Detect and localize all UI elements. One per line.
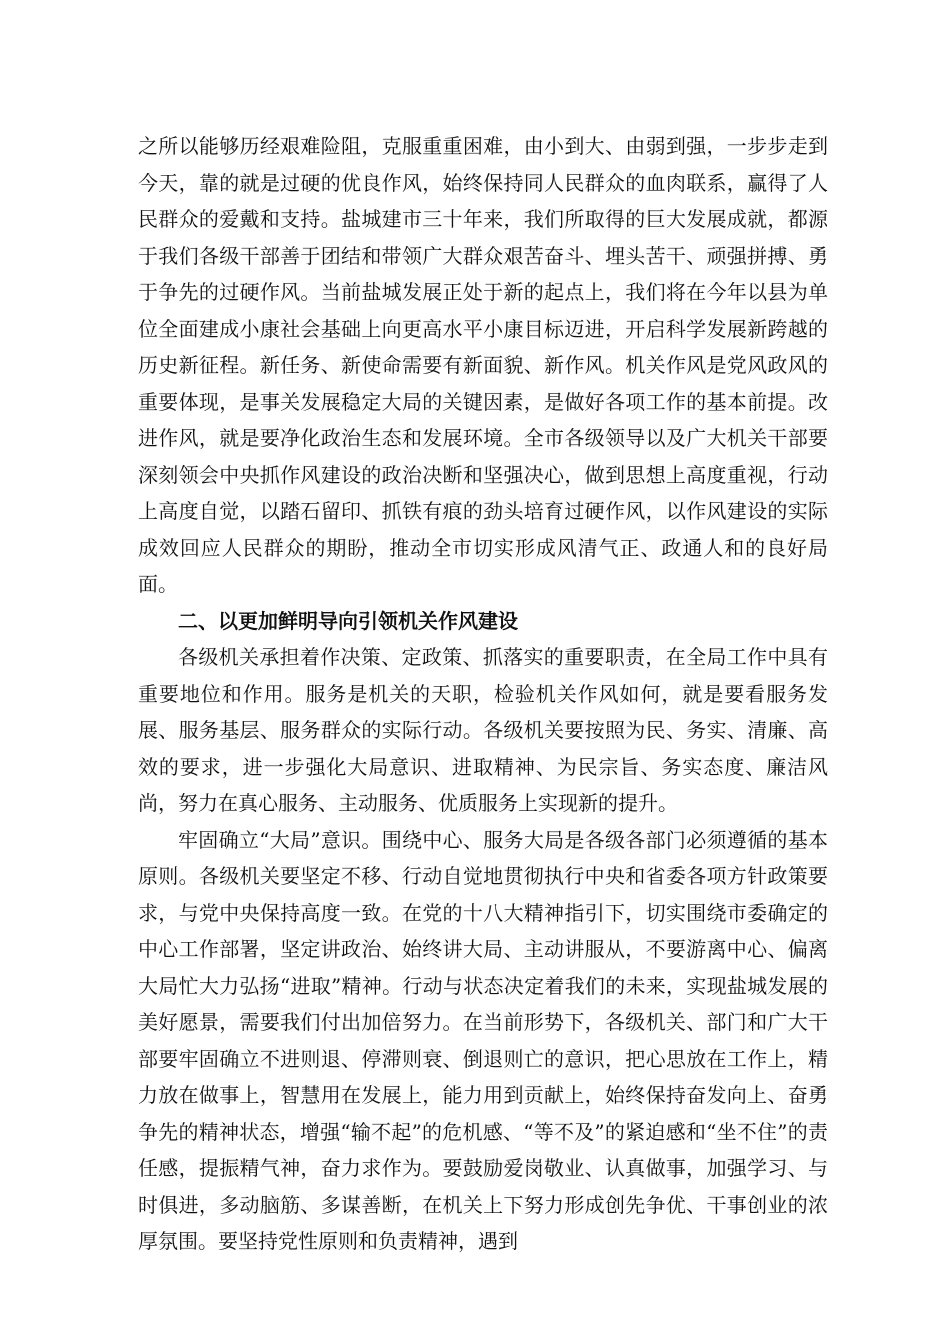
section-heading: 二、以更加鲜明导向引领机关作风建设 (178, 608, 518, 633)
body-paragraph: 各级机关承担着作决策、定政策、抓落实的重要职责，在全局工作中具有重要地位和作用。服务是机关的天职，检验机关作风如何，就是要看服务发展、服务基层、服务群众的实际行动。各级机关要按照为民、务实、清廉、高效的要求，进一步强化大局意识、进取精神、为民宗旨、务实态度、廉洁风尚，努力在真心服务、主动服务、优质服务上实现新的提升。 (138, 645, 828, 815)
body-paragraph: 牢固确立“大局”意识。围绕中心、服务大局是各级各部门必须遵循的基本原则。各级机关要坚定不移、行动自觉地贯彻执行中央和省委各项方针政策要求，与党中央保持高度一致。在党的十八大精神指引下，切实围绕市委确定的中心工作部署，坚定讲政治、始终讲大局、主动讲服从，不要游离中心、偏离大局忙大力弘扬“进取”精神。行动与状态决定着我们的未来，实现盐城发展的美好愿景，需要我们付出加倍努力。在当前形势下，各级机关、部门和广大干部要牢固确立不进则退、停滞则衰、倒退则亡的意识，把心思放在工作上，精力放在做事上，智慧用在发展上，能力用到贡献上，始终保持奋发向上、奋勇争先的精神状态，增强“输不起”的危机感、“等不及”的紧迫感和“坐不住”的责任感，提振精气神，奋力求作为。要鼓励爱岗敬业、认真做事，加强学习、与时俱进，多动脑筋、多谋善断，在机关上下努力形成创先争优、干事创业的浓厚氛围。要坚持党性原则和负责精神，遇到 (138, 827, 828, 1253)
body-paragraph-continued: 之所以能够历经艰难险阻，克服重重困难，由小到大、由弱到强，一步步走到今天，靠的就是过硬的优良作风，始终保持同人民群众的血肉联系，赢得了人民群众的爱戴和支持。盐城建市三十年来，我们所取得的巨大发展成就，都源于我们各级干部善于团结和带领广大群众艰苦奋斗、埋头苦干、顽强拼搏、勇于争先的过硬作风。当前盐城发展正处于新的起点上，我们将在今年以县为单位全面建成小康社会基础上向更高水平小康目标迈进，开启科学发展新跨越的历史新征程。新任务、新使命需要有新面貌、新作风。机关作风是党风政风的重要体现，是事关发展稳定大局的关键因素，是做好各项工作的基本前提。改进作风，就是要净化政治生态和发展环境。全市各级领导以及广大机关干部要深刻领会中央抓作风建设的政治决断和坚强决心，做到思想上高度重视，行动上高度自觉，以踏石留印、抓铁有痕的劲头培育过硬作风，以作风建设的实际成效回应人民群众的期盼，推动全市切实形成风清气正、政通人和的良好局面。 (138, 134, 828, 596)
document-body (138, 128, 828, 1260)
